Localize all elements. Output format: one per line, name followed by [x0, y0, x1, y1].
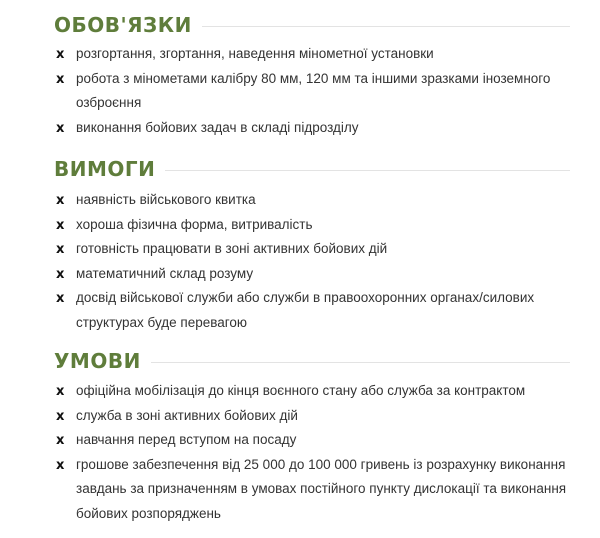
list-item — [54, 404, 570, 429]
cross-bullet-icon: x — [56, 384, 65, 399]
list-item-text: виконання бойових задач в складі підрозділу — [76, 119, 359, 135]
list-item-text: навчання перед вступом на посаду — [76, 432, 297, 447]
list-item — [54, 42, 570, 67]
list-item-text: хороша фізична форма, витривалість — [76, 216, 313, 232]
list-item — [54, 116, 570, 141]
cross-bullet-icon: x — [56, 266, 65, 282]
list-item — [54, 379, 570, 404]
conditions-title: УМОВИ — [54, 349, 141, 373]
list-item — [54, 188, 570, 213]
list-item — [54, 213, 570, 238]
list-item-text: наявність військового квитка — [76, 192, 256, 207]
conditions-list — [54, 379, 570, 526]
list-item — [54, 286, 570, 335]
cross-bullet-icon: x — [56, 193, 65, 208]
duties-title: ОБОВ'ЯЗКИ — [54, 13, 192, 37]
conditions-section — [54, 346, 570, 526]
cross-bullet-icon: x — [56, 120, 65, 136]
list-item-text: офіційна мобілізація до кінця воєнного стану або служба за контрактом — [76, 383, 526, 398]
list-item-text: досвід військової служби або служби в правоохоронних органах/силових структурах буде перевагою — [76, 290, 535, 330]
list-item-text: математичний склад розуму — [76, 265, 254, 281]
cross-bullet-icon: x — [56, 433, 65, 448]
list-item — [54, 262, 570, 287]
conditions-header — [54, 346, 570, 376]
list-item — [54, 67, 570, 116]
list-item-text: грошове забезпечення від 25 000 до 100 000 гривень із розрахунку виконання завдань за призначенням в умовах постійного пункту дислокації та виконання бойових розпоряджень — [76, 456, 567, 521]
cross-bullet-icon: x — [56, 217, 65, 233]
list-item — [54, 453, 570, 527]
cross-bullet-icon: x — [56, 47, 65, 62]
list-item — [54, 428, 570, 453]
cross-bullet-icon: x — [56, 71, 65, 87]
duties-list — [54, 42, 570, 140]
cross-bullet-icon: x — [56, 291, 65, 306]
duties-header — [54, 10, 570, 40]
requirements-header — [54, 154, 570, 184]
list-item-text: розгортання, згортання, наведення мінометної установки — [76, 46, 434, 61]
requirements-section — [54, 154, 570, 335]
list-item-text: готовність працювати в зоні активних бойових дій — [76, 241, 388, 256]
duties-divider — [202, 26, 570, 27]
cross-bullet-icon: x — [56, 457, 65, 473]
cross-bullet-icon: x — [56, 408, 65, 424]
list-item-text: робота з мінометами калібру 80 мм, 120 мм та іншими зразками іноземного озброєння — [76, 70, 551, 110]
cross-bullet-icon: x — [56, 242, 65, 257]
duties-section — [54, 10, 570, 140]
conditions-divider — [151, 362, 570, 363]
requirements-list — [54, 188, 570, 335]
list-item-text: служба в зоні активних бойових дій — [76, 407, 298, 423]
requirements-title: ВИМОГИ — [54, 157, 156, 181]
requirements-divider — [165, 170, 570, 171]
list-item — [54, 237, 570, 262]
